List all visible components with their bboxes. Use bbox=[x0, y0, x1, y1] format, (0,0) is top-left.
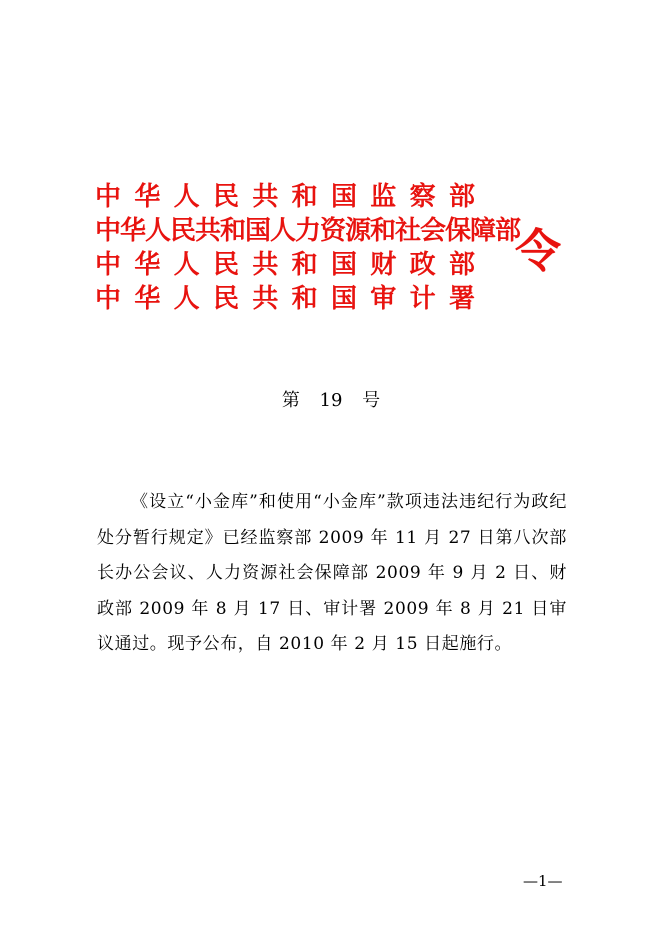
order-number: 第 19 号 bbox=[281, 390, 381, 411]
issuing-authorities bbox=[95, 180, 521, 316]
order-character: 令 bbox=[515, 224, 561, 278]
issuer-audit: 中 华 人 民 共 和 国 审 计 署 bbox=[95, 284, 475, 314]
issuer-supervision: 中 华 人 民 共 和 国 监 察 部 bbox=[95, 182, 475, 212]
issuer-human-resources: 中华人民共和国人力资源和社会保障部 bbox=[95, 216, 521, 246]
order-body-paragraph: 《设立“小金库”和使用“小金库”款项违法违纪行为政纪处分暂行规定》已经监察部 2009 年 11 月 27 日第八次部长办公会议、人力资源社会保障部 2009 年 9 月 2 日、财政部 2009 年 8 月 17 日、审计署 2009 年 8 月 21 日审议通过。现予公布，自 2010 年 2 月 15 日起施行。 bbox=[97, 492, 567, 654]
page-number: —1— bbox=[523, 872, 563, 890]
issuer-finance: 中 华 人 民 共 和 国 财 政 部 bbox=[95, 250, 475, 280]
